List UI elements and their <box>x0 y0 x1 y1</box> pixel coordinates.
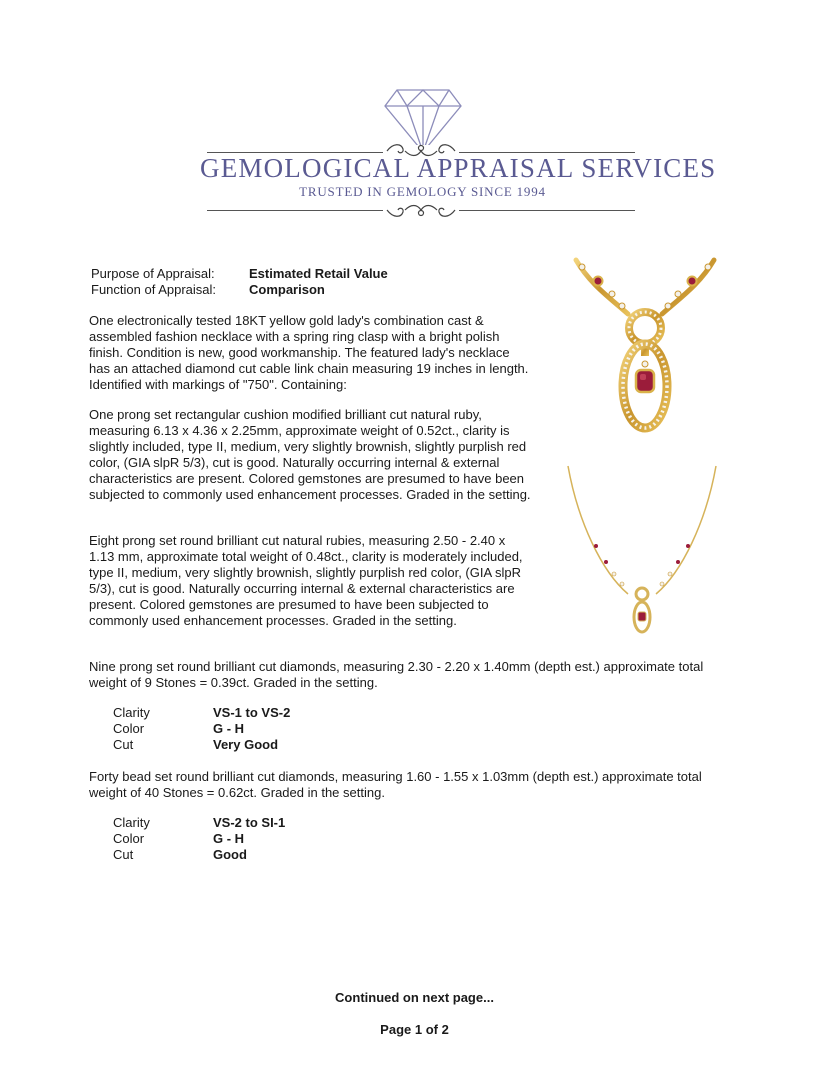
bottom-ornament-icon <box>383 200 459 220</box>
prong-diamonds-description: Nine prong set round brilliant cut diamonds, measuring 2.30 - 2.20 x 1.40mm (depth est.) approximate total weight of 9 Stones = 0.39ct. Graded in the setting. <box>89 659 704 690</box>
color-value: G - H <box>213 721 245 736</box>
company-name: GEMOLOGICAL APPRAISAL SERVICES <box>200 153 717 183</box>
color-label: Color <box>113 721 145 736</box>
necklace-description: One electronically tested 18KT yellow gold lady's combination cast & assembled fashion necklace with a spring ring clasp with a bright polish finish. Condition is new, good workmanship. The featured lady's necklace has an attached diamond cut cable link chain measuring 19 inches in length. Identified with markings of "750". Containing: <box>89 313 529 392</box>
spec-row <box>113 815 285 831</box>
spec-row <box>113 737 290 753</box>
continued-note: Continued on next page... <box>335 990 494 1005</box>
page-number: Page 1 of 2 <box>380 1022 449 1037</box>
clarity-label: Clarity <box>113 705 150 720</box>
full-necklace-photo <box>562 462 722 642</box>
cut-label: Cut <box>113 847 134 862</box>
purpose-row <box>91 266 388 282</box>
clarity-value: VS-2 to SI-1 <box>213 815 286 830</box>
clarity-label: Clarity <box>113 815 150 830</box>
bead-diamonds-grading <box>113 815 285 863</box>
function-value: Comparison <box>249 282 325 297</box>
purpose-value: Estimated Retail Value <box>249 266 388 281</box>
cut-value: Very Good <box>213 737 279 752</box>
bead-diamonds-description: Forty bead set round brilliant cut diamonds, measuring 1.60 - 1.55 x 1.03mm (depth est.) approximate total weight of 40 Stones = 0.62ct. Graded in the setting. <box>89 769 702 800</box>
company-tagline: TRUSTED IN GEMOLOGY SINCE 1994 <box>299 184 546 199</box>
spec-row <box>113 831 285 847</box>
center-ruby-description: One prong set rectangular cushion modified brilliant cut natural ruby, measuring 6.13 x 4.36 x 2.25mm, approximate weight of 0.52ct., clarity is slightly included, type II, medium, very slightly brownish, slightly purplish red color, (GIA slpR 5/3), cut is good. Naturally occurring internal & external characteristics are present. Colored gemstones are presumed to have been subjected to commonly used enhancement processes. Graded in the setting. <box>89 407 531 502</box>
side-rubies-description: Eight prong set round brilliant cut natural rubies, measuring 2.50 - 2.40 x 1.13 mm, approximate total weight of 0.48ct., clarity is moderately included, type II, medium, very slightly brownish, slightly purplish red color, (GIA slpR 5/3), cut is good. Naturally occurring internal & external characteristics are present. Colored gemstones are presumed to have been subjected to commonly used enhancement processes. Graded in the setting. <box>89 533 523 628</box>
purpose-label: Purpose of Appraisal: <box>91 266 215 281</box>
spec-row <box>113 721 290 737</box>
pendant-closeup-photo <box>570 256 720 436</box>
color-value: G - H <box>213 831 245 846</box>
prong-diamonds-grading <box>113 705 290 753</box>
clarity-value: VS-1 to VS-2 <box>213 705 291 720</box>
appraisal-meta <box>91 266 388 298</box>
color-label: Color <box>113 831 145 846</box>
function-row <box>91 282 388 298</box>
cut-label: Cut <box>113 737 134 752</box>
cut-value: Good <box>213 847 247 862</box>
letterhead <box>0 0 829 225</box>
spec-row <box>113 847 285 863</box>
spec-row <box>113 705 290 721</box>
function-label: Function of Appraisal: <box>91 282 217 297</box>
